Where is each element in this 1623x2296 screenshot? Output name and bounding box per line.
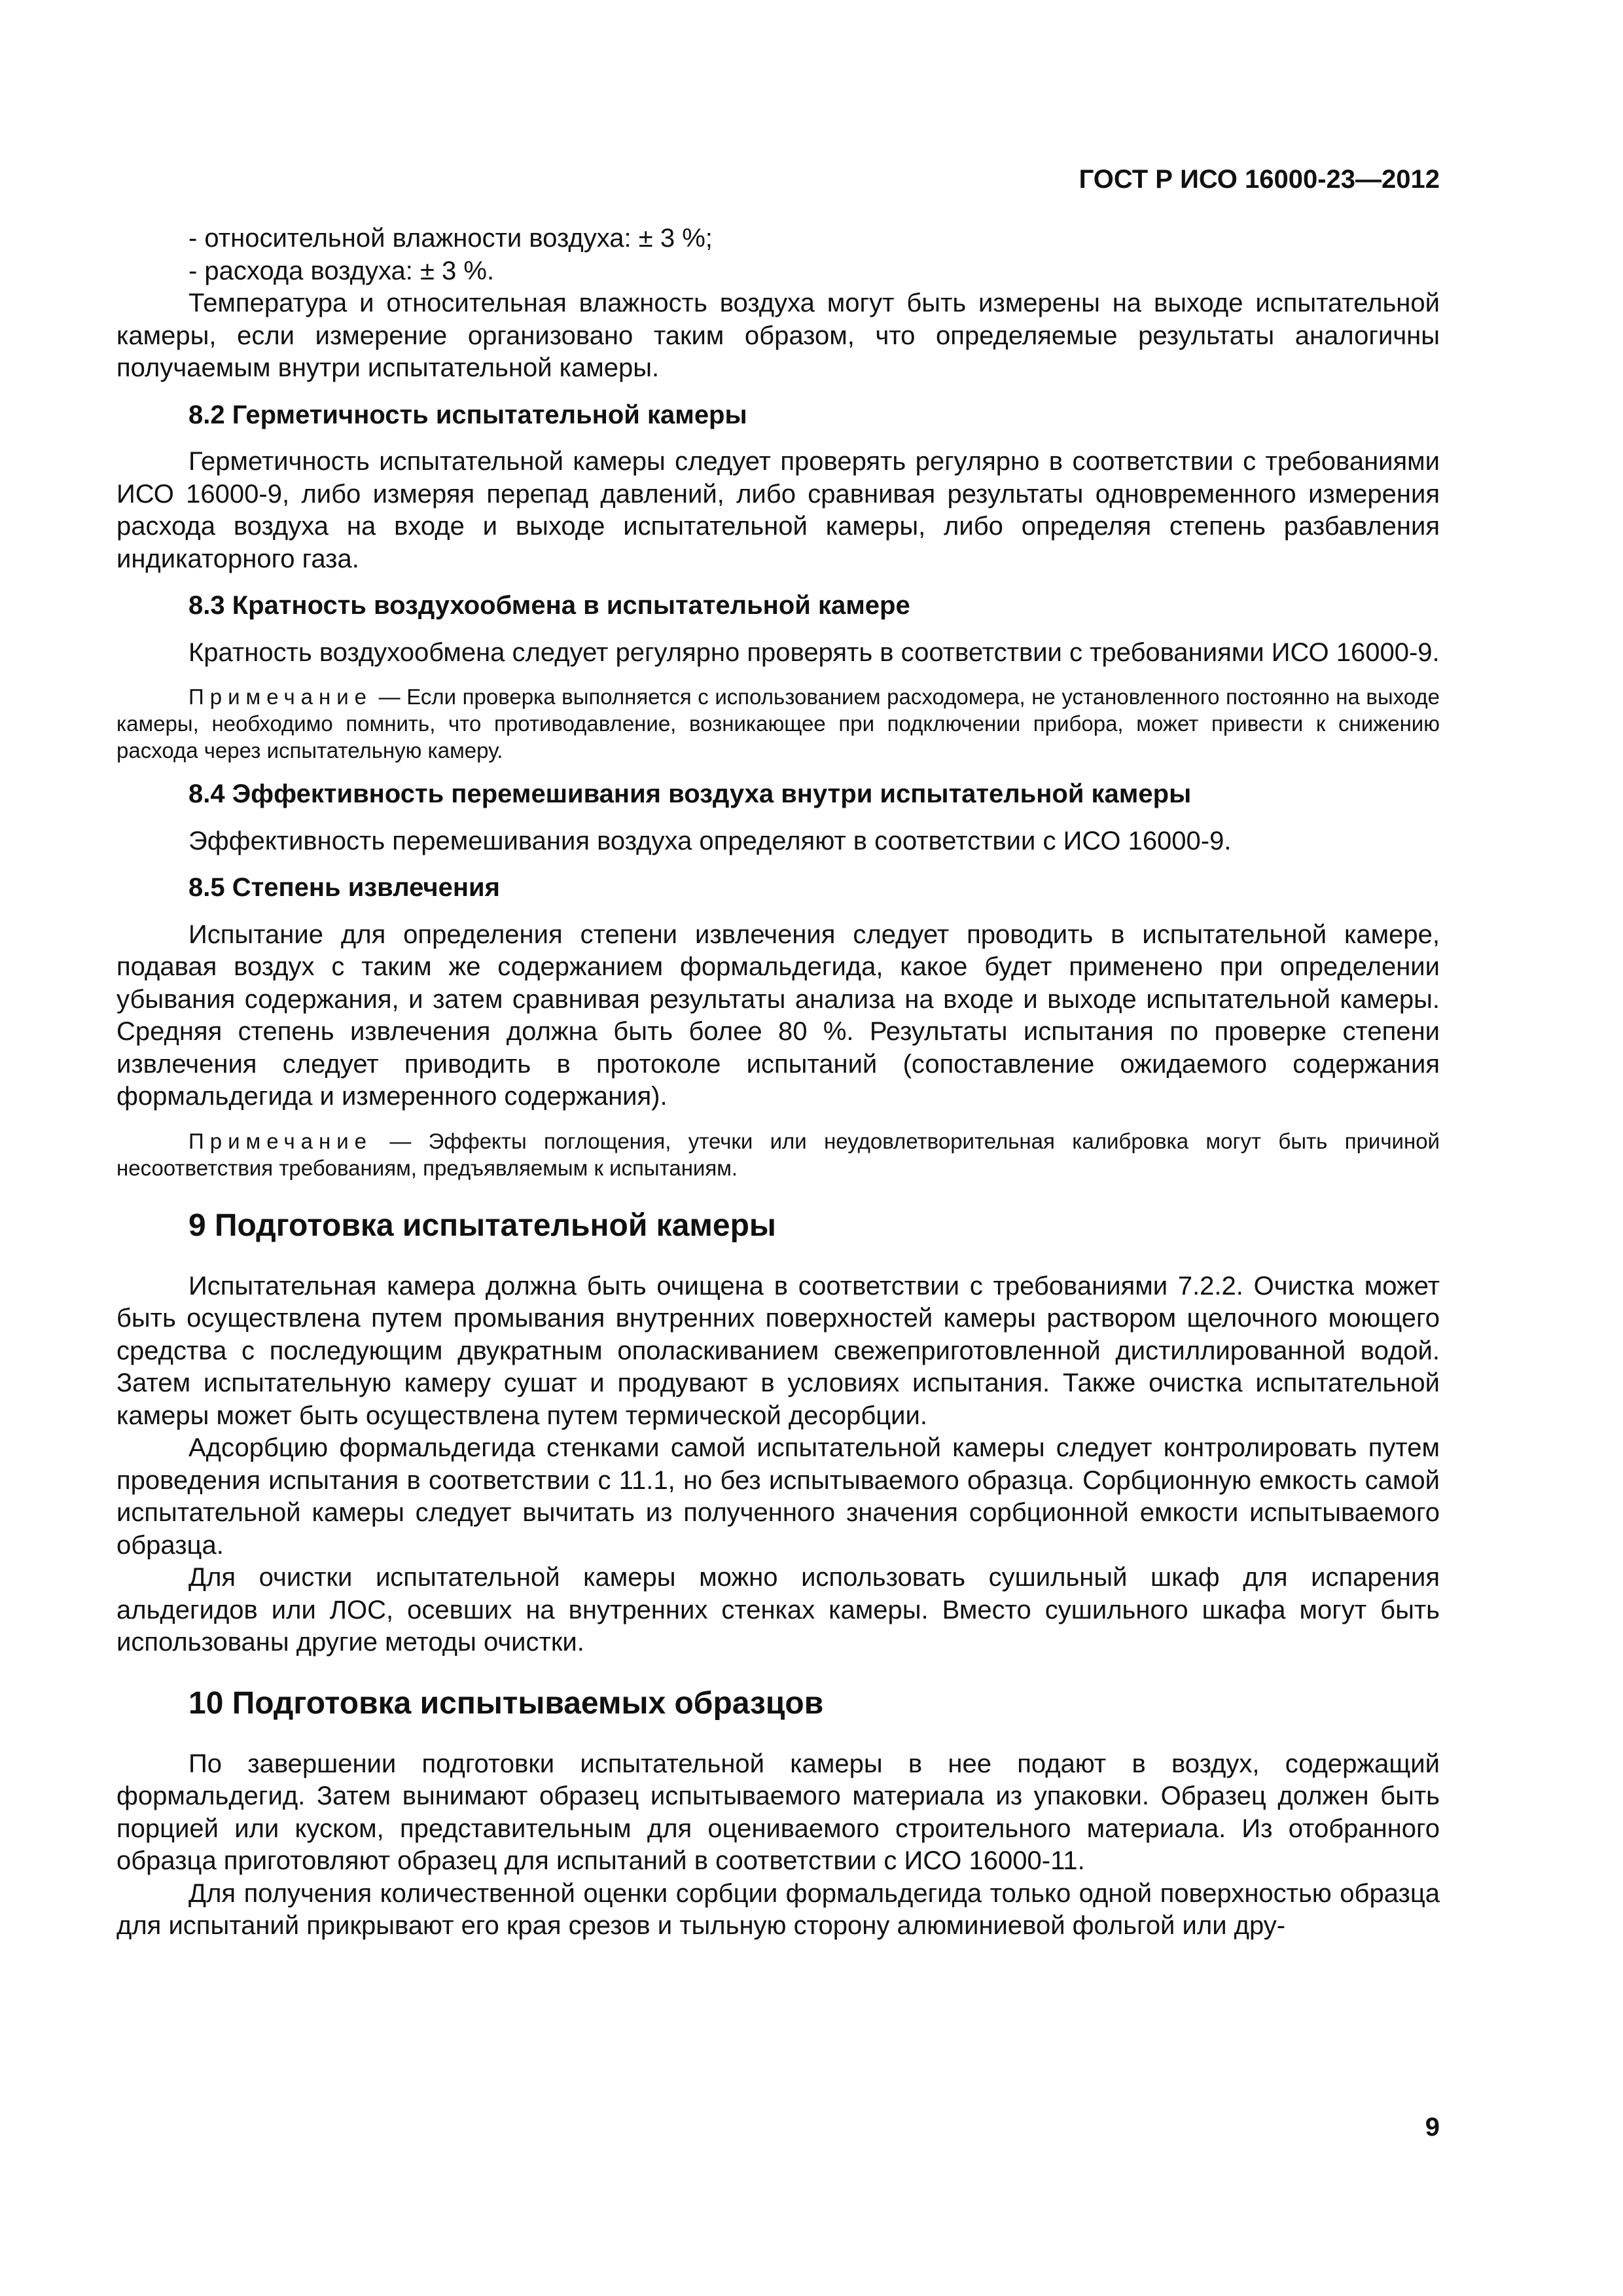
paragraph: Для получения количественной оценки сорбции формальдегида только одной поверхностью образца для испытаний прикрывают его края срезов и тыльную сторону алюминиевой фольгой или дру- — [116, 1878, 1440, 1940]
chapter-heading: 10 Подготовка испытываемых образцов — [188, 1685, 824, 1721]
paragraph: Испытательная камера должна быть очищена в соответствии с требованиями 7.2.2. Очистка может быть осуществлена путем промывания внутренних поверхностей камеры раствором щелочного моющего средства с последующим двукратным ополаскиванием свежеприготовленной дистиллированной водой. Затем испытательную камеру сушат и продувают в условиях испытания. Также очистка испытательной камеры может быть осуществлена путем термической десорбции. — [116, 1271, 1440, 1430]
section-heading: 8.4 Эффективность перемешивания воздуха внутри испытательной камеры — [188, 780, 1192, 808]
paragraph: Температура и относительная влажность воздуха могут быть измерены на выходе испытательной камеры, если измерение организовано таким образом, что определяемые результаты аналогичны получаемым внутри испытательной камеры. — [116, 289, 1440, 382]
document-page — [116, 164, 1440, 1943]
note-text: — Эффекты поглощения, утечки или неудовлетворительная калибровка могут быть причиной несоответствия требованиям, предъявляемым к испытаниям. — [116, 1128, 1440, 1180]
chapter-heading: 9 Подготовка испытательной камеры — [188, 1208, 776, 1243]
note-label: Примечание — [188, 685, 373, 709]
paragraph: Испытание для определения степени извлечения следует проводить в испытательной камере, подавая воздух с таким же содержанием формальдегида, какое будет применено при определении убывания содержания, и затем сравнивая результаты анализа на входе и выходе испытательной камеры. Средняя степень извлечения должна быть более 80 %. Результаты испытания по проверке степени извлечения следует приводить в протоколе испытаний (сопоставление ожидаемого содержания формальдегида и измеренного содержания). — [116, 920, 1440, 1111]
note-text: — Если проверка выполняется с использованием расходомера, не установленного постоянно на выходе камеры, необходимо помнить, что противодавление, возникающее при подключении прибора, может привести к снижению расхода через испытательную камеру. — [116, 685, 1440, 762]
note — [116, 683, 1440, 764]
list-line: - расхода воздуха: ± 3 %. — [188, 256, 495, 285]
paragraph: Герметичность испытательной камеры следует проверять регулярно в соответствии с требованиями ИСО 16000-9, либо измеряя перепад давлений, либо сравнивая результаты одновременного измерения расхода воздуха на входе и выходе испытательной камеры, либо определяя степень разбавления индикаторного газа. — [116, 447, 1440, 573]
page-number: 9 — [1425, 2113, 1440, 2142]
section-heading: 8.5 Степень извлечения — [188, 873, 500, 902]
section-heading: 8.2 Герметичность испытательной камеры — [188, 400, 747, 429]
paragraph: Эффективность перемешивания воздуха определяют в соответствии с ИСО 16000-9. — [188, 826, 1232, 855]
note — [116, 1128, 1440, 1181]
paragraph: Для очистки испытательной камеры можно использовать сушильный шкаф для испарения альдегидов или ЛОС, осевших на внутренних стенках камеры. Вместо сушильного шкафа могут быть использованы другие методы очистки. — [116, 1563, 1440, 1657]
document-header: ГОСТ Р ИСО 16000-23—2012 — [1079, 165, 1440, 194]
list-line: - относительной влажности воздуха: ± 3 %; — [188, 224, 713, 253]
paragraph: Кратность воздухообмена следует регулярно проверять в соответствии с требованиями ИСО 16000-9. — [188, 637, 1440, 667]
section-heading: 8.3 Кратность воздухообмена в испытательной камере — [188, 591, 910, 620]
note-label: Примечание — [188, 1128, 373, 1153]
paragraph: Адсорбцию формальдегида стенками самой испытательной камеры следует контролировать путем проведения испытания в соответствии с 11.1, но без испытываемого образца. Сорбционную емкость самой испытательной камеры следует вычитать из полученного значения сорбционной емкости испытываемого образца. — [116, 1433, 1440, 1560]
paragraph: По завершении подготовки испытательной камеры в нее подают в воздух, содержащий формальдегид. Затем вынимают образец испытываемого материала из упаковки. Образец должен быть порцией или куском, представительным для оцениваемого строительного материала. Из отобранного образца приготовляют образец для испытаний в соответствии с ИСО 16000-11. — [116, 1749, 1440, 1875]
